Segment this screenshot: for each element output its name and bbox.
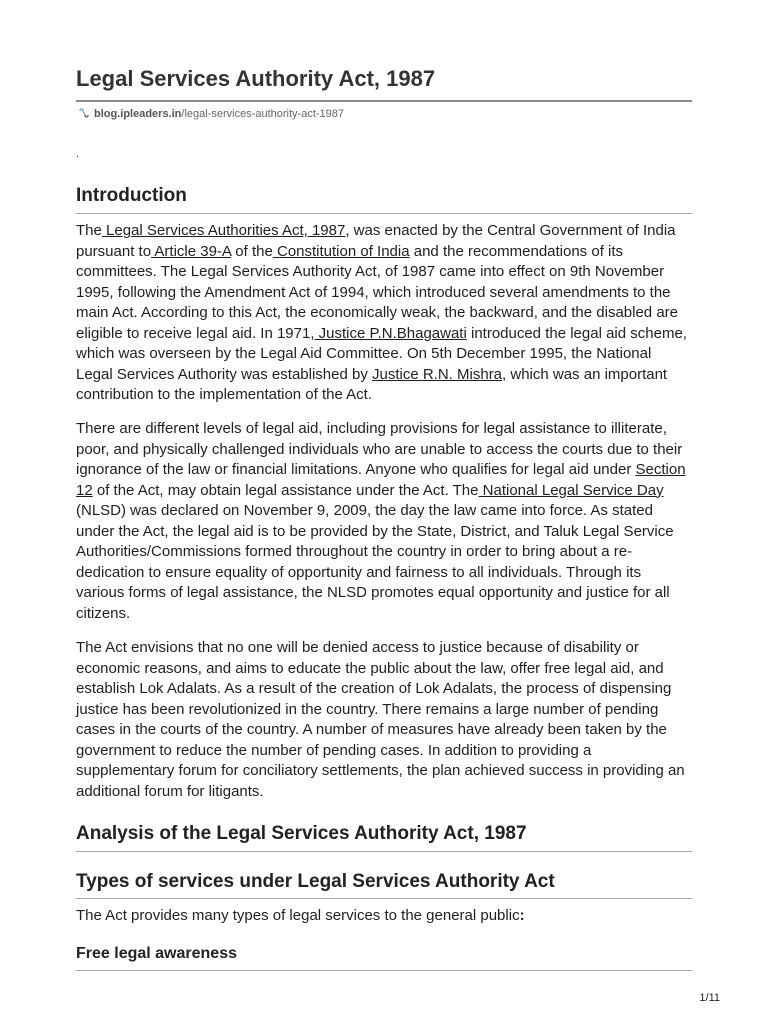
heading-analysis: Analysis of the Legal Services Authority Act, 1987 [76,823,527,844]
intro-paragraph-1 [76,221,692,406]
link-national-legal-service-day[interactable]: National Legal Service Day [478,481,664,499]
types-intro-body: The Act provides many types of legal services to the general public [76,907,520,924]
link-article-39a[interactable]: Article 39-A [151,242,232,260]
link-constitution-of-india[interactable]: Constitution of India [272,242,410,260]
page-number: 1/11 [699,992,720,1004]
heading-types-of-services: Types of services under Legal Services Authority Act [76,871,555,892]
p1-text-3: of the [231,242,273,260]
p2-text-1: There are different levels of legal aid, including provisions for legal assistance to illiterate, poor, and physically challenged individuals who are unable to access the courts due to their ignorance of the law or financial limitations. Anyone who qualifies for legal aid under [76,420,683,478]
introduction-divider [76,213,692,214]
intro-paragraph-2 [76,419,692,624]
types-intro-text [76,906,692,927]
heading-introduction: Introduction [76,185,187,206]
p1-text-4: and the recommendations of its committees. The Legal Services Authority Act, of 1987 came into effect on 9th November 1995, following the Amendment Act of 1994, which introduced several amendments to the main Act. According to this Act, the economically weak, the backward, and the disabled are eligible to receive legal aid. In 1971, [76,242,678,342]
page-title: Legal Services Authority Act, 1987 [76,66,436,91]
p2-text-3: (NLSD) was declared on November 9, 2009, the day the law came into force. As stated under the Act, the legal aid is to be provided by the State, District, and Taluk Legal Service Authorities/Commissions formed throughout the country in order to bring about a re-dedication to ensure equality of opportunity and fairness to all individuals. Through its various forms of legal assistance, the NLSD promotes equal opportunity and justice for all citizens. [76,502,674,622]
types-intro-colon: : [519,907,525,924]
p1-text-2: , was enacted by the Central Government of India pursuant to [76,222,676,260]
free-legal-awareness-divider [76,970,692,971]
heading-free-legal-awareness: Free legal awareness [76,945,237,962]
intro-paragraph-3: The Act envisions that no one will be denied access to justice because of disability or economic reasons, and aims to educate the public about the law, offer free legal aid, and establish Lok Adalats. As a result of the creation of Lok Adalats, the process of dispensing justice has been revolutionized in the country. There remains a large number of pending cases in the courts of the country. A number of measures have already been taken by the government to reduce the number of pending cases. In addition to providing a supplementary forum for conciliatory settlements, the plan achieved success in providing an additional forum for litigants. [76,639,685,800]
link-icon [78,107,90,119]
analysis-divider [76,851,692,852]
p1-text-6: , which was an important contribution to the implementation of the Act. [76,365,668,403]
types-divider [76,898,692,899]
stray-mark: . [76,148,80,160]
source-link[interactable] [78,107,344,120]
source-domain: blog.ipleaders.in [94,108,182,120]
link-section-12[interactable]: Section 12 [76,461,686,499]
link-legal-services-authorities-act[interactable]: Legal Services Authorities Act, 1987 [101,222,346,239]
link-justice-bhagawati[interactable]: Justice P.N.Bhagawati [314,324,467,342]
p2-text-2: of the Act, may obtain legal assistance under the Act. The [92,481,479,499]
p1-text-5: introduced the legal aid scheme, which was overseen by the Legal Aid Committee. On 5th December 1995, the National Legal Services Authority was established by [76,324,687,383]
title-divider [76,100,692,102]
p1-text-1: The [76,222,102,239]
link-justice-mishra[interactable]: Justice R.N. Mishra [372,365,503,383]
source-path: /legal-services-authority-act-1987 [181,108,345,120]
